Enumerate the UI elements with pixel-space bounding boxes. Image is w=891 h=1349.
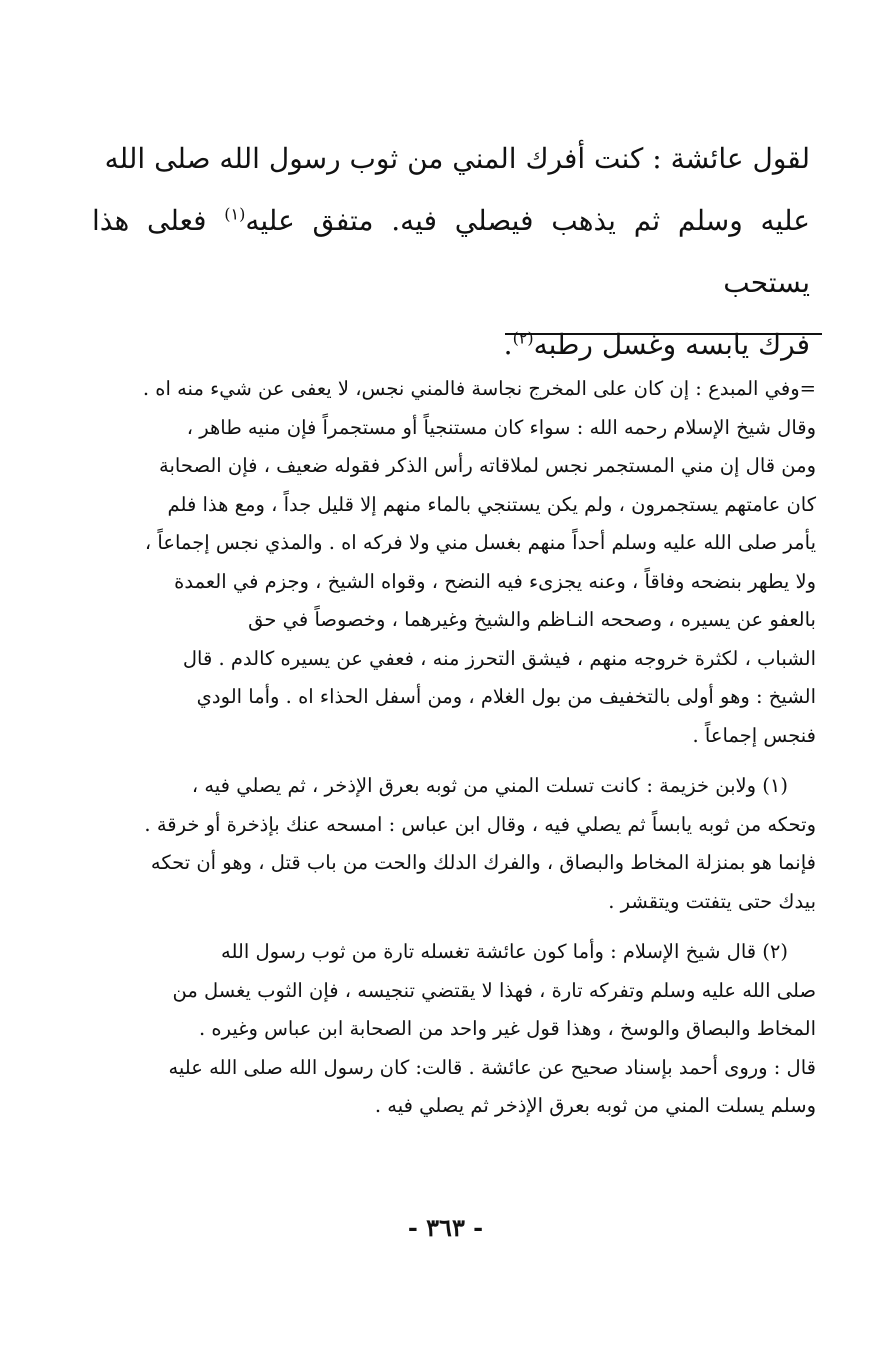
footnote-line: وسلم يسلت المني من ثوبه بعرق الإذخر ثم يصلي فيه . — [374, 1094, 816, 1117]
footnotes — [92, 370, 816, 1126]
footnote-line: المخاط والبصاق والوسخ ، وهذا قول غير واحد من الصحابة ابن عباس وغيره . — [199, 1017, 816, 1040]
main-line-text: فعلى هذا يستحب — [92, 204, 810, 299]
footnote-line: وقال شيخ الإسلام رحمه الله : سواء كان مستنجياً أو مستجمراً فإن منيه طاهر ، — [186, 415, 816, 439]
main-line-text: عليه وسلم ثم يذهب فيصلي فيه. متفق عليه — [245, 204, 810, 237]
footnote-line: =وفي المبدع : إن كان على المخرج نجاسة فالمني نجس، لا يعفى عن شيء منه اه . — [142, 377, 816, 400]
footnote-line: (١) ولابن خزيمة : كانت تسلت المني من ثوبه بعرق الإذخر ، ثم يصلي فيه ، — [191, 774, 788, 797]
main-line: لقول عائشة : كنت أفرك المني من ثوب رسول الله صلى الله — [104, 142, 810, 175]
footnote-line: ولا يطهر بنضحه وفاقاً ، وعنه يجزىء فيه النضح ، وقواه الشيخ ، وجزم في العمدة — [174, 569, 816, 593]
footnote-ref: (٢) — [512, 328, 534, 348]
footnote-1 — [92, 767, 816, 921]
footnote-line: ومن قال إن مني المستجمر نجس لملاقاته رأس الذكر فقوله ضعيف ، فإن الصحابة — [159, 454, 816, 477]
footnote-line: بيدك حتى يتفتت ويتقشر . — [608, 889, 816, 913]
footnote-2 — [92, 933, 816, 1126]
footnote-separator — [505, 333, 822, 335]
footnote-ref: (١) — [224, 204, 246, 224]
footnote-line: فنجس إجماعاً . — [692, 723, 816, 747]
main-text — [92, 128, 810, 376]
main-line — [92, 314, 810, 376]
footnote-continuation — [92, 370, 816, 755]
footnote-line: الشباب ، لكثرة خروجه منهم ، فيشق التحرز منه ، فعفي عن يسيره كالدم . قال — [182, 646, 816, 670]
footnote-line: (٢) قال شيخ الإسلام : وأما كون عائشة تغسله تارة من ثوب رسول الله — [221, 940, 788, 963]
main-line-text: فرك يابسه وغسل رطبه — [533, 328, 810, 361]
footnote-line: كان عامتهم يستجمرون ، ولم يكن يستنجي بالماء منهم إلا قليل جداً ، ومع هذا فلم — [167, 492, 816, 516]
footnote-line: فإنما هو بمنزلة المخاط والبصاق ، والفرك الدلك والحت من باب قتل ، وهو أن تحكه — [150, 851, 816, 874]
footnote-line: يأمر صلى الله عليه وسلم أحداً منهم بغسل مني ولا فركه اه . والمذي نجس إجماعاً ، — [144, 531, 816, 554]
footnote-line: وتحكه من ثوبه يابساً ثم يصلي فيه ، وقال ابن عباس : امسحه عنك بإذخرة أو خرقة . — [144, 812, 816, 836]
footnote-line: الشيخ : وهو أولى بالتخفيف من بول الغلام ، ومن أسفل الحذاء اه . وأما الودي — [196, 685, 816, 708]
main-line — [92, 190, 810, 314]
footnote-line: بالعفو عن يسيره ، وصححه النـاظم والشيخ وغيرهما ، وخصوصاً في حق — [248, 608, 816, 631]
footnote-line: صلى الله عليه وسلم وتفركه تارة ، فهذا لا يقتضي تنجيسه ، فإن الثوب يغسل من — [172, 978, 816, 1002]
footnote-line: قال : وروى أحمد بإسناد صحيح عن عائشة . قالت: كان رسول الله صلى الله عليه — [168, 1055, 816, 1079]
page-number: - ٣٦٣ - — [407, 1213, 484, 1242]
main-line-text: . — [503, 328, 513, 361]
